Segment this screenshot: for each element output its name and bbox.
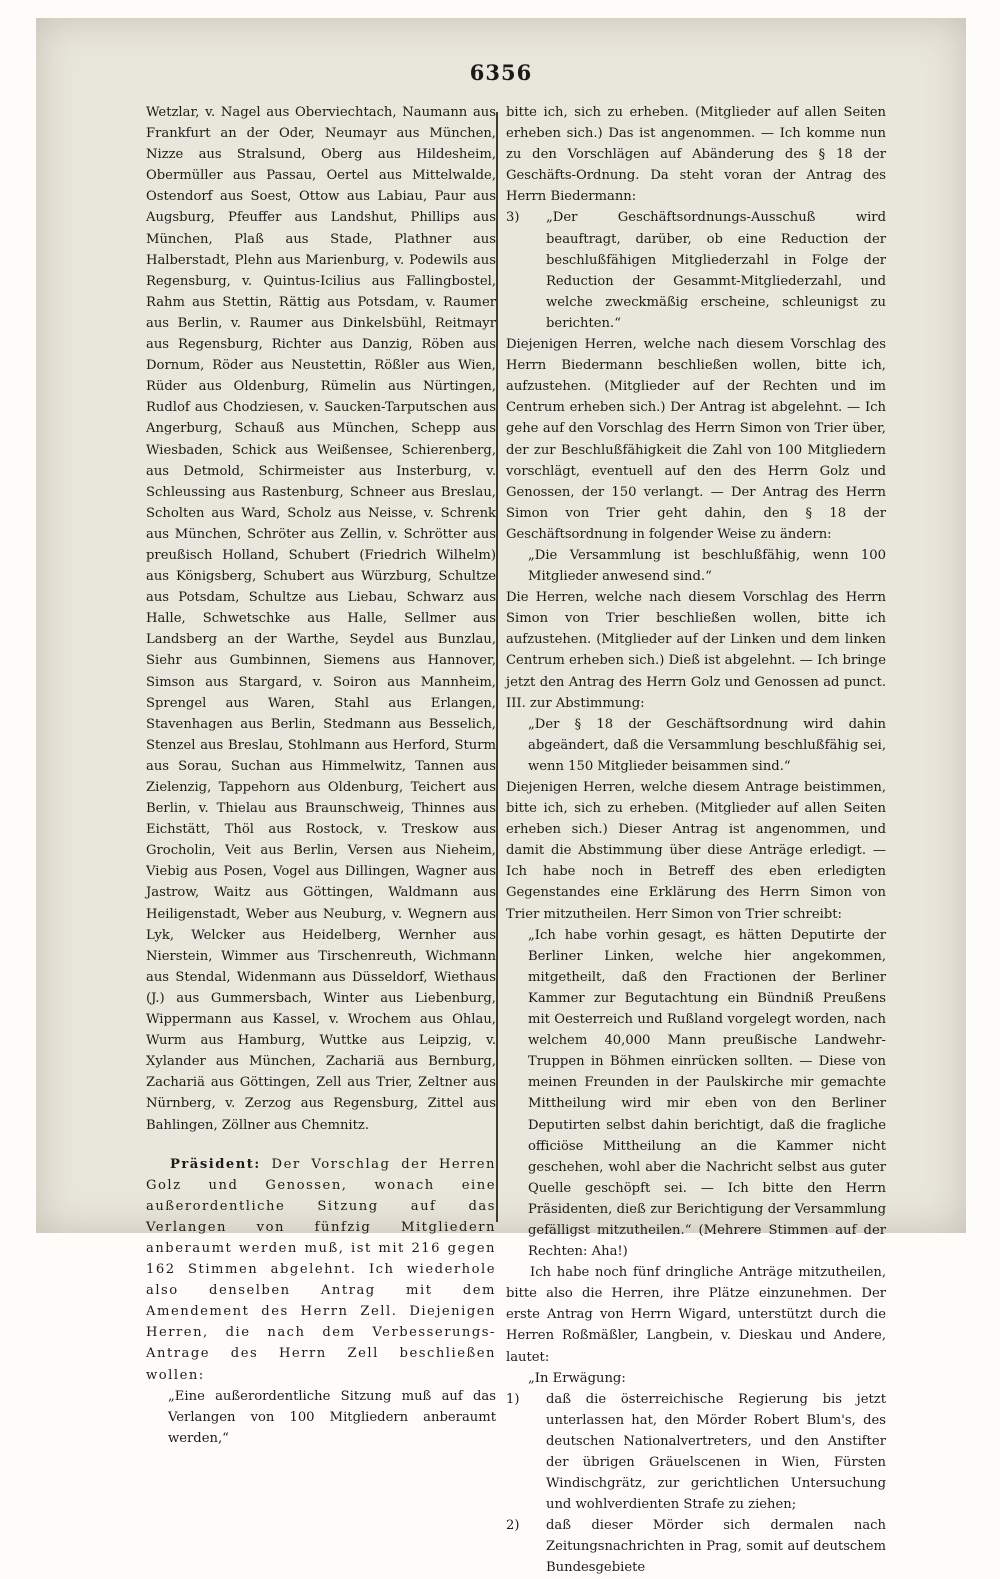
numbered-item-3 bbox=[506, 207, 886, 334]
item-number: 3) bbox=[506, 210, 520, 226]
right-paragraph-4: Diejenigen Herren, welche diesem Antrage beistimmen, bitte ich, sich zu erheben. (Mitglieder auf allen Seiten erheben sich.) Dieser Antrag ist angenommen, und damit die Abstimmung über diese Anträge erledigt. — Ich habe noch in Betreff des eben erledigten Gegenstandes eine Erklärung des Herrn Simon von Trier mitzutheilen. Herr Simon von Trier schreibt: bbox=[506, 780, 886, 922]
right-paragraph-2: Diejenigen Herren, welche nach diesem Vorschlag des Herrn Biedermann beschließen wollen, bitte ich, aufzustehen. (Mitglieder auf der Rechten und im Centrum erheben sich.) Der Antrag ist abgelehnt. — Ich gehe auf den Vorschlag des Herrn Simon von Trier über, der zur Beschlußfähigkeit die Zahl von 100 Mitgliedern vorschlägt, eventuell auf den des Herrn Golz und Genossen, der 150 verlangt. — Der Antrag des Herrn Simon von Trier geht dahin, den § 18 der Geschäftsordnung in folgender Weise zu ändern: bbox=[506, 337, 886, 542]
quote-2: „Der § 18 der Geschäftsordnung wird dahin abgeändert, daß die Versammlung beschlußfähig sei, wenn 150 Mitglieder beisammen sind.“ bbox=[528, 716, 886, 774]
president-paragraph bbox=[146, 1154, 496, 1386]
right-paragraph-5: Ich habe noch fünf dringliche Anträge mitzutheilen, bitte also die Herren, ihre Plätze einzunehmen. Der erste Antrag von Herrn Wigard, unterstützt durch die Herren Roßmäßler, Langbein, v. Dieskau und Andere, lautet: bbox=[506, 1265, 886, 1365]
quote-amendment: „Eine außerordentliche Sitzung muß auf das Verlangen von 100 Mitgliedern anberaumt werden,“ bbox=[168, 1388, 496, 1446]
page-number: 6356 bbox=[469, 60, 533, 85]
item-text: daß dieser Mörder sich dermalen nach Zeitungsnachrichten in Prag, somit auf deutschem Bundesgebiete bbox=[546, 1518, 886, 1576]
quote-4: „In Erwägung: bbox=[528, 1370, 626, 1386]
item-number: 2) bbox=[506, 1518, 520, 1534]
paragraph-gap bbox=[146, 1136, 496, 1154]
item-text: „Der Geschäftsordnungs-Ausschuß wird beauftragt, darüber, ob eine Reduction der beschlußfähigen Mitgliederzahl in Folge der Reduction der Gesammt-Mitgliederzahl, und welche zweckmäßig erscheine, schleunigst zu berichten.“ bbox=[546, 210, 886, 331]
left-column bbox=[146, 102, 496, 1449]
numbered-item-2 bbox=[506, 1515, 886, 1578]
president-text: Der Vorschlag der Herren Golz und Genossen, wonach eine außerordentliche Sitzung auf das Verlangen von fünfzig Mitgliedern anberaumt werden muß, ist mit 216 gegen 162 Stimmen abgelehnt. Ich wiederhole also denselben Antrag mit dem Amendement des Herrn Zell. Diejenigen Herren, die nach dem Verbesserungs-Antrage des Herrn Zell beschließen wollen: bbox=[146, 1156, 496, 1383]
quote-3: „Ich habe vorhin gesagt, es hätten Deputirte der Berliner Linken, welche hier angekommen, mitgetheilt, daß den Fractionen der Berliner Kammer zur Begutachtung ein Bündniß Preußens mit Oesterreich und Rußland vorgelegt worden, nach welchem 40,000 Mann preußische Landwehr-Truppen in Böhmen einrücken sollten. — Diese von meinen Freunden in der Paulskirche mir gemachte Mittheilung wird mir eben von den Berliner Deputirten selbst dahin berichtigt, daß die fragliche officiöse Mittheilung an die Kammer nicht geschehen, wohl aber die Nachricht selbst aus guter Quelle geschöpft sei. — Ich bitte den Herrn Präsidenten, dieß zur Berichtigung der Versammlung gefälligst mitzutheilen.“ (Mehrere Stimmen auf der Rechten: Aha!) bbox=[528, 927, 886, 1260]
item-text: daß die österreichische Regierung bis jetzt unterlassen hat, den Mörder Robert Blum's, des deutschen Nationalvertreters, und den Anstifter der übrigen Gräuelscenen in Wien, Fürsten Windischgrätz, zur gerichtlichen Untersuchung und wohlverdienten Strafe zu ziehen; bbox=[546, 1391, 886, 1513]
right-column bbox=[506, 102, 886, 1579]
newspaper-page bbox=[36, 18, 966, 1576]
president-label: Präsident: bbox=[170, 1156, 261, 1172]
names-paragraph: Wetzlar, v. Nagel aus Oberviechtach, Naumann aus Frankfurt an der Oder, Neumayr aus München, Nizze aus Stralsund, Oberg aus Hildesheim, Obermüller aus Passau, Oertel aus Mittelwalde, Ostendorf aus Soest, Ottow aus Labiau, Paur aus Augsburg, Pfeuffer aus Landshut, Phillips aus München, Plaß aus Stade, Plathner aus Halberstadt, Plehn aus Marienburg, v. Podewils aus Regensburg, v. Quintus-Icilius aus Fallingbostel, Rahm aus Stettin, Rättig aus Potsdam, v. Raumer aus Berlin, v. Raumer aus Dinkelsbühl, Reitmayr aus Regensburg, Richter aus Danzig, Röben aus Dornum, Röder aus Neustettin, Rößler aus Wien, Rüder aus Oldenburg, Rümelin aus Nürtingen, Rudlof aus Chodziesen, v. Saucken-Tarputschen aus Angerburg, Schauß aus München, Schepp aus Wiesbaden, Schick aus Weißensee, Schierenberg, aus Detmold, Schirmeister aus Insterburg, v. Schleussing aus Rastenburg, Schneer aus Breslau, Scholten aus Ward, Scholz aus Neisse, v. Schrenk aus München, Schröter aus Zellin, v. Schrötter aus preußisch Holland, Schubert (Friedrich Wilhelm) aus Königsberg, Schubert aus Würzburg, Schultze aus Potsdam, Schultze aus Liebau, Schwarz aus Halle, Schwetschke aus Halle, Sellmer aus Landsberg an der Warthe, Seydel aus Bunzlau, Siehr aus Gumbinnen, Siemens aus Hannover, Simson aus Stargard, v. Soiron aus Mannheim, Sprengel aus Waren, Stahl aus Erlangen, Stavenhagen aus Berlin, Stedmann aus Besselich, Stenzel aus Breslau, Stohlmann aus Herford, Sturm aus Sorau, Suchan aus Himmelwitz, Tannen aus Zielenzig, Tappehorn aus Oldenburg, Teichert aus Berlin, v. Thielau aus Braunschweig, Thinnes aus Eichstätt, Thöl aus Rostock, v. Treskow aus Grocholin, Veit aus Berlin, Versen aus Nieheim, Viebig aus Posen, Vogel aus Dillingen, Wagner aus Jastrow, Waitz aus Göttingen, Waldmann aus Heiligenstadt, Weber aus Neuburg, v. Wegnern aus Lyk, Welcker aus Heidelberg, Wernher aus Nierstein, Wimmer aus Tirschenreuth, Wichmann aus Stendal, Widenmann aus Düsseldorf, Wiethaus (J.) aus Gummersbach, Winter aus Liebenburg, Wippermann aus Kassel, v. Wrochem aus Ohlau, Wurm aus Hamburg, Wuttke aus Leipzig, v. Xylander aus München, Zachariä aus Bernburg, Zachariä aus Göttingen, Zell aus Trier, Zeltner aus Nürnberg, v. Zerzog aus Regensburg, Zittel aus Bahlingen, Zöllner aus Chemnitz. bbox=[146, 105, 496, 1133]
right-paragraph-1: bitte ich, sich zu erheben. (Mitglieder auf allen Seiten erheben sich.) Das ist angenommen. — Ich komme nun zu den Vorschlägen auf Abänderung des § 18 der Geschäfts-Ordnung. Da steht voran der Antrag des Herrn Biedermann: bbox=[506, 105, 886, 205]
item-number: 1) bbox=[506, 1391, 520, 1407]
numbered-item-1 bbox=[506, 1389, 886, 1516]
right-paragraph-3: Die Herren, welche nach diesem Vorschlag des Herrn Simon von Trier beschließen wollen, bitte ich aufzustehen. (Mitglieder auf der Linken und dem linken Centrum erheben sich.) Dieß ist abgelehnt. — Ich bringe jetzt den Antrag des Herrn Golz und Genossen ad punct. III. zur Abstimmung: bbox=[506, 590, 886, 711]
column-divider bbox=[496, 112, 498, 1222]
quote-1: „Die Versammlung ist beschlußfähig, wenn 100 Mitglieder anwesend sind.“ bbox=[528, 547, 886, 585]
